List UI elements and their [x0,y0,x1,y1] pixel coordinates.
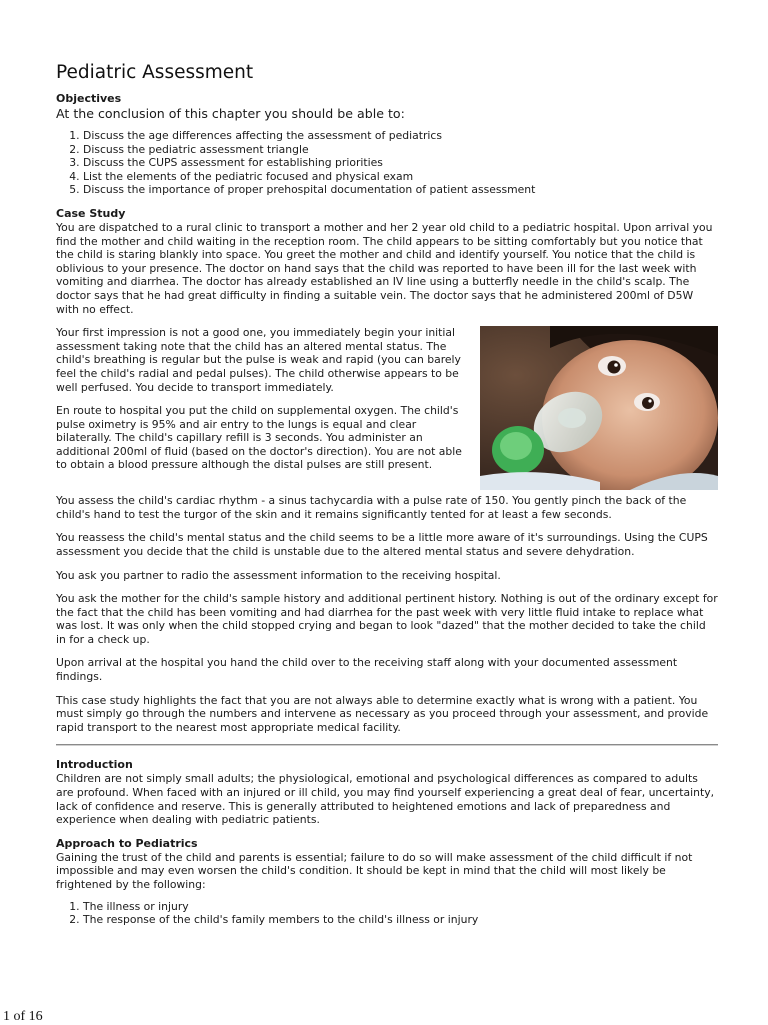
case-paragraph: You are dispatched to a rural clinic to transport a mother and her 2 year old child to a pediatric hospital. Upon arrival you find the mother and child waiting in the reception room. The child appears to be sitting comfortably but you notice that the child is staring blankly into space. You greet the mother and child and identify yourself. You notice that the child is oblivious to your presence. The doctor on hand says that the child was reported to have been ill for the last week with vomiting and diarrhea. The doctor has already established an IV line using a butterfly needle in the child's scalp. The doctor says that he had great difficulty in finding a suitable vein. The doctor says that he administered 200ml of D5W with no effect. [56,220,713,316]
list-item: 5. Discuss the importance of proper prehospital documentation of patient assessment [83,183,718,197]
list-item: 2. The response of the child's family members to the child's illness or injury [83,913,718,927]
document-page [56,62,718,935]
case-paragraph: This case study highlights the fact that you are not always able to determine exactly what is wrong with a patient. You must simply go through the numbers and intervene as necessary as you proceed through your assessment, and provide rapid transport to the nearest most appropriate medical facility. [56,693,709,734]
case-paragraph: Upon arrival at the hospital you hand the child over to the receiving staff along with your documented assessment findings. [56,656,678,684]
objectives-heading: Objectives [56,92,122,105]
case-paragraph: You assess the child's cardiac rhythm - a sinus tachycardia with a pulse rate of 150. You gently pinch the back of the child's hand to test the turgor of the skin and it remains significantly tented for at least a few seconds. [56,494,687,521]
case-paragraph: You ask the mother for the child's sample history and additional pertinent history. Nothing is out of the ordinary except for the fact that the child has been vomiting and had diarrhea for the past week with very little fluid intake to replace what was lost. It was only when the child stopped crying and began to look "dazed" that the mother decided to take the child in for a check up. [56,592,718,646]
approach-paragraph: Gaining the trust of the child and parents is essential; failure to do so will make assessment of the child difficult if not impossible and may even worsen the child's condition. It should be kept in mind that the child will most likely be frightened by the following: [56,850,693,891]
case-paragraph: You ask you partner to radio the assessment information to the receiving hospital. [56,568,501,582]
list-item: 3. Discuss the CUPS assessment for establishing priorities [83,156,718,170]
case-paragraph: En route to hospital you put the child on supplemental oxygen. The child's pulse oximetry is 95% and air entry to the lungs is equal and clear bilaterally. The child's capillary refill is 3 seconds. You administer an additional 200ml of fluid (based on the doctor's direction). You are not able to obtain a blood pressure although the distal pulses are still present. [56,404,462,472]
page-title: Pediatric Assessment [56,62,254,83]
objectives-lead: At the conclusion of this chapter you should be able to: [56,106,405,121]
list-item: 2. Discuss the pediatric assessment triangle [83,143,718,157]
child-oxygen-mask-photo [480,326,718,490]
list-item: 1. Discuss the age differences affecting the assessment of pediatrics [83,129,718,143]
approach-list [56,900,718,927]
list-item: 4. List the elements of the pediatric focused and physical exam [83,170,718,184]
approach-heading: Approach to Pediatrics [56,836,198,850]
section-divider [56,744,718,746]
introduction-paragraph: Children are not simply small adults; the physiological, emotional and psychological differences as compared to adults are profound. When faced with an injured or ill child, you may find yourself experiencing a great deal of fear, uncertainty, lack of confidence and reserve. This is generally attributed to heightened emotions and lack of preparedness and experience when dealing with pediatric patients. [56,772,715,827]
page-indicator: 1 of 16 [3,1009,43,1024]
case-paragraph: Your first impression is not a good one, you immediately begin your initial assessment taking note that the child has an altered mental status. The child's breathing is regular but the pulse is weak and rapid (you can barely feel the child's radial and pedal pulses). The child otherwise appears to be well perfused. You decide to transport immediately. [56,326,461,394]
case-paragraph: You reassess the child's mental status and the child seems to be a little more aware of it's surroundings. Using the CUPS assessment you decide that the child is unstable due to the altered mental status and severe dehydration. [56,531,708,558]
list-item: 1. The illness or injury [83,900,718,914]
case-figure-block [56,326,718,494]
introduction-heading: Introduction [56,758,133,772]
case-study-heading: Case Study [56,206,126,220]
objectives-list [56,129,718,197]
